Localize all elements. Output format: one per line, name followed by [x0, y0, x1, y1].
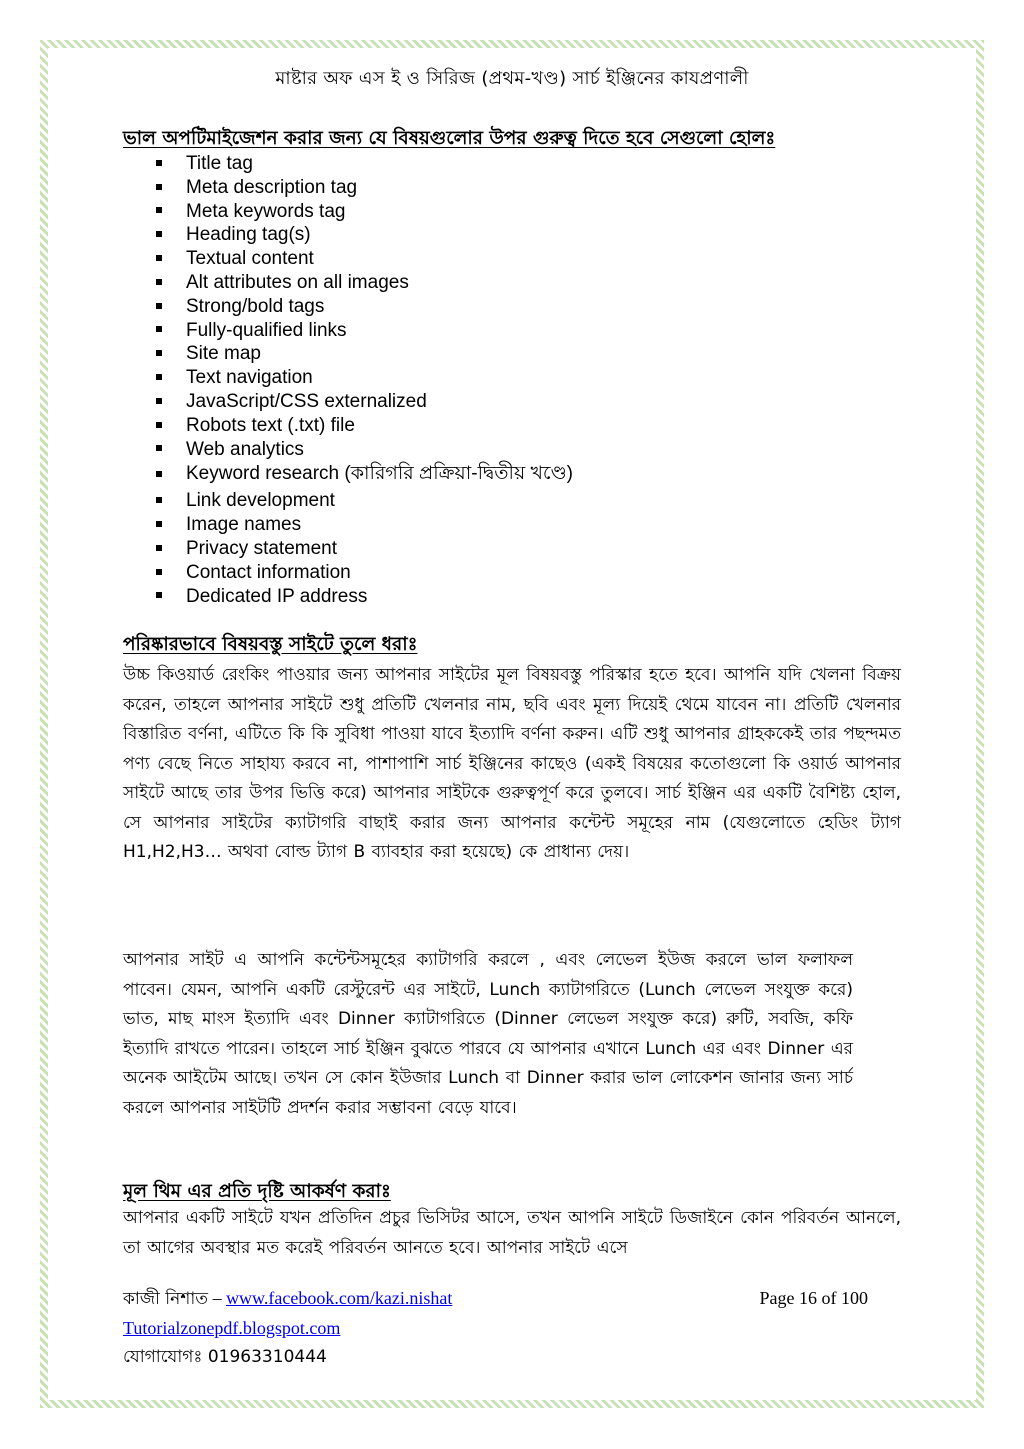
list-item: Privacy statement [150, 537, 573, 561]
footer-author-line [123, 1284, 452, 1314]
section-heading-main-theme: মূল থিম এর প্রতি দৃষ্টি আকর্ষণ করাঃ [123, 1181, 391, 1202]
contact-info: যোগাযোগঃ 01963310444 [123, 1347, 327, 1367]
optimization-checklist [150, 152, 573, 608]
list-item: Textual content [150, 247, 573, 271]
list-item: Link development [150, 489, 573, 513]
list-item: Site map [150, 342, 573, 366]
blog-link[interactable]: Tutorialzonepdf.blogspot.com [123, 1318, 341, 1338]
section-heading-optimization: ভাল অপটিমাইজেশন করার জন্য যে বিষয়গুলোর উপর গুরুত্ব দিতে হবে সেগুলো হোলঃ [123, 128, 776, 149]
list-item: Robots text (.txt) file [150, 414, 573, 438]
section-heading-content-clarity: পরিষ্কারভাবে বিষয়বস্তু সাইটে তুলে ধরাঃ [123, 634, 418, 655]
list-item: Strong/bold tags [150, 295, 573, 319]
list-item: Title tag [150, 152, 573, 176]
list-item: Text navigation [150, 366, 573, 390]
author-name: কাজী নিশাত [123, 1289, 209, 1309]
list-item: Dedicated IP address [150, 585, 573, 609]
body-paragraph: উচ্চ কিওয়ার্ড রেংকিং পাওয়ার জন্য আপনার সাইটের মূল বিষয়বস্তু পরিস্কার হতে হবে। আপনি যদি খেলনা বিক্রয় করেন, তাহলে আপনার সাইটে শুধু প্রতিটি খেলনার নাম, ছবি এবং মূল্য দিয়েই থেমে যাবেন না। প্রতিটি খেলনার বিস্তারিত বর্ণনা, এটিতে কি কি সুবিধা পাওয়া যাবে ইত্যাদি বর্ণনা করুন। এটি শুধু আপনার গ্রাহককেই তার পছন্দমত পণ্য বেছে নিতে সাহায্য করবে না, পাশাপাশি সার্চ ইঞ্জিনের কাছেও (একই বিষয়ের কতোগুলো কি ওয়ার্ড আপনার সাইটে আছে তার উপর ভিত্তি করে) আপনার সাইটকে গুরুত্বপূর্ণ করে তুলবে। সার্চ ইঞ্জিন এর একটি বৈশিষ্ট্য হোল, সে আপনার সাইটের ক্যাটাগরি বাছাই করার জন্য আপনার কন্টেন্ট সমূহের নাম (যেগুলোতে হেডিং ট্যাগ H1,H2,H3… অথবা বোল্ড ট্যাগ B ব্যাবহার করা হয়েছে) কে প্রাধান্য দেয়। [123, 665, 901, 862]
list-item: Keyword research (কারিগরি প্রক্রিয়া-দ্বিতীয় খণ্ডে) [150, 461, 573, 489]
page-footer [123, 1284, 868, 1372]
separator: – [212, 1288, 222, 1308]
body-paragraph: আপনার সাইট এ আপনি কন্টেন্টসমূহের ক্যাটাগরি করলে , এবং লেভেল ইউজ করলে ভাল ফলাফল পাবেন। যেমন, আপনি একটি রেস্টুরেন্ট এর সাইটে, Lunch ক্যাটাগরিতে (Lunch লেভেল সংযুক্ত করে) ভাত, মাছ মাংস ইত্যাদি এবং Dinner ক্যাটাগরিতে (Dinner লেভেল সংযুক্ত করে) রুটি, সবজি, কফি ইত্যাদি রাখতে পারেন। তাহলে সার্চ ইঞ্জিন বুঝতে পারবে যে আপনার এখানে Lunch এর এবং Dinner এর অনেক আইটেম আছে। তখন সে কোন ইউজার Lunch বা Dinner করার ভাল লোকেশন জানার জন্য সার্চ করলে আপনার সাইটটি প্রদর্শন করার সম্ভাবনা বেড়ে যাবে। [123, 950, 853, 1118]
list-item: Heading tag(s) [150, 223, 573, 247]
list-item: JavaScript/CSS externalized [150, 390, 573, 414]
list-item: Alt attributes on all images [150, 271, 573, 295]
list-item: Contact information [150, 561, 573, 585]
body-paragraph: আপনার একটি সাইটে যখন প্রতিদিন প্রচুর ভিসিটর আসে, তখন আপনি সাইটে ডিজাইনে কোন পরিবর্তন আনলে, তা আগের অবস্থার মত করেই পরিবর্তন আনতে হবে। আপনার সাইটে এসে [123, 1208, 901, 1258]
facebook-link[interactable]: www.facebook.com/kazi.nishat [226, 1288, 453, 1308]
list-item: Meta description tag [150, 176, 573, 200]
list-item: Web analytics [150, 438, 573, 462]
list-item: Image names [150, 513, 573, 537]
page-header: মাষ্টার অফ এস ই ও সিরিজ (প্রথম-খণ্ড) সার্চ ইঞ্জিনের কাযপ্রণালী [275, 68, 749, 89]
page-number: Page 16 of 100 [759, 1288, 868, 1308]
list-item: Meta keywords tag [150, 200, 573, 224]
list-item: Fully-qualified links [150, 319, 573, 343]
